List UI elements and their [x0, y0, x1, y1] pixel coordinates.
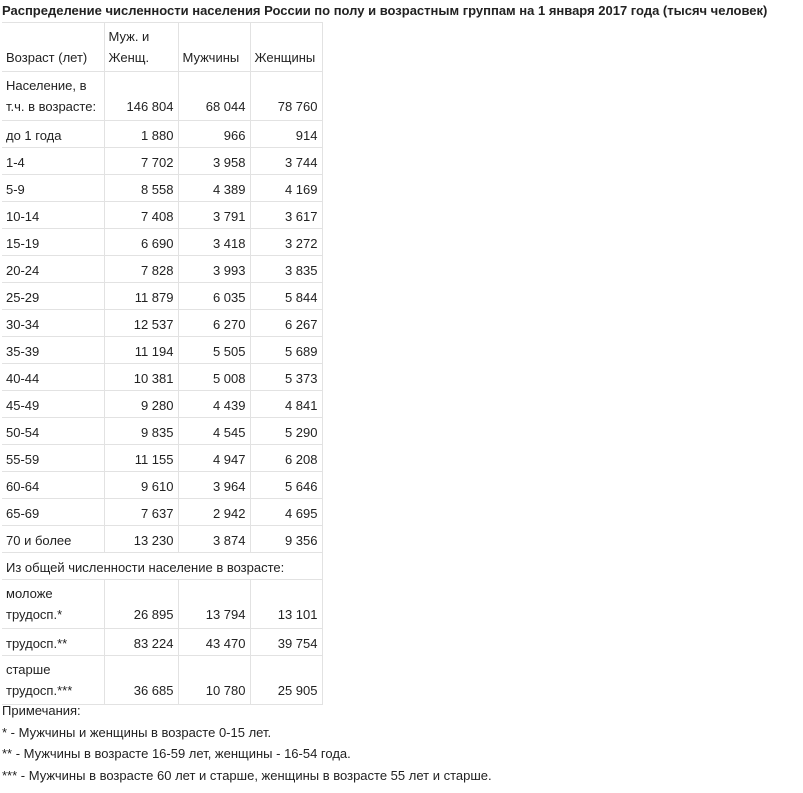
header-age: Возраст (лет): [2, 23, 104, 72]
row-age: 50-54: [2, 418, 104, 445]
working-women: 13 101: [250, 580, 322, 629]
row-both: 9 835: [104, 418, 178, 445]
row-both: 12 537: [104, 310, 178, 337]
table-row: [2, 364, 322, 391]
row-age: 55-59: [2, 445, 104, 472]
table-row: [2, 445, 322, 472]
row-women: 5 689: [250, 337, 322, 364]
row-both: 11 194: [104, 337, 178, 364]
row-age: 10-14: [2, 202, 104, 229]
row-men: 966: [178, 121, 250, 148]
row-age: 45-49: [2, 391, 104, 418]
row-age: 70 и более: [2, 526, 104, 553]
row-men: 4 947: [178, 445, 250, 472]
row-women: 5 646: [250, 472, 322, 499]
working-both: 83 224: [104, 629, 178, 656]
row-age: 65-69: [2, 499, 104, 526]
header-women: Женщины: [250, 23, 322, 72]
table-row: [2, 229, 322, 256]
row-men: 5 505: [178, 337, 250, 364]
row-men: 3 993: [178, 256, 250, 283]
row-age: 15-19: [2, 229, 104, 256]
row-both: 10 381: [104, 364, 178, 391]
row-both: 7 637: [104, 499, 178, 526]
working-both: 36 685: [104, 656, 178, 705]
row-age: 40-44: [2, 364, 104, 391]
notes-heading: Примечания:: [2, 703, 81, 718]
row-women: 6 208: [250, 445, 322, 472]
table-row: [2, 391, 322, 418]
row-men: 3 791: [178, 202, 250, 229]
header-men: Мужчины: [178, 23, 250, 72]
row-both: 7 702: [104, 148, 178, 175]
row-women: 3 744: [250, 148, 322, 175]
row-men: 3 874: [178, 526, 250, 553]
row-men: 5 008: [178, 364, 250, 391]
row-both: 7 408: [104, 202, 178, 229]
working-men: 13 794: [178, 580, 250, 629]
row-men: 6 035: [178, 283, 250, 310]
row-age: 60-64: [2, 472, 104, 499]
table-row: [2, 283, 322, 310]
row-both: 1 880: [104, 121, 178, 148]
row-men: 2 942: [178, 499, 250, 526]
total-label: Население, в т.ч. в возрасте:: [2, 72, 104, 121]
row-women: 4 841: [250, 391, 322, 418]
row-age: до 1 года: [2, 121, 104, 148]
working-women: 25 905: [250, 656, 322, 705]
working-label: старше трудосп.***: [2, 656, 104, 705]
working-men: 43 470: [178, 629, 250, 656]
row-both: 9 280: [104, 391, 178, 418]
table-row: [2, 310, 322, 337]
row-age: 20-24: [2, 256, 104, 283]
row-age: 30-34: [2, 310, 104, 337]
table-row: [2, 337, 322, 364]
row-age: 25-29: [2, 283, 104, 310]
row-women: 3 835: [250, 256, 322, 283]
row-women: 5 844: [250, 283, 322, 310]
row-men: 4 545: [178, 418, 250, 445]
table-row: [2, 526, 322, 553]
row-men: 4 389: [178, 175, 250, 202]
row-women: 6 267: [250, 310, 322, 337]
table-row: [2, 121, 322, 148]
population-table: [2, 22, 323, 705]
row-both: 6 690: [104, 229, 178, 256]
total-women: 78 760: [250, 72, 322, 121]
subheading-row: [2, 553, 322, 580]
total-row: [2, 72, 322, 121]
row-men: 6 270: [178, 310, 250, 337]
row-both: 11 879: [104, 283, 178, 310]
working-age-row: [2, 656, 322, 705]
row-both: 9 610: [104, 472, 178, 499]
row-men: 3 964: [178, 472, 250, 499]
table-row: [2, 175, 322, 202]
row-both: 8 558: [104, 175, 178, 202]
working-men: 10 780: [178, 656, 250, 705]
total-both: 146 804: [104, 72, 178, 121]
total-men: 68 044: [178, 72, 250, 121]
row-men: 4 439: [178, 391, 250, 418]
row-women: 4 169: [250, 175, 322, 202]
row-women: 5 373: [250, 364, 322, 391]
notes-section: [2, 700, 492, 786]
working-age-row: [2, 629, 322, 656]
row-men: 3 958: [178, 148, 250, 175]
working-women: 39 754: [250, 629, 322, 656]
row-men: 3 418: [178, 229, 250, 256]
table-row: [2, 418, 322, 445]
row-both: 7 828: [104, 256, 178, 283]
note-item: * - Мужчины и женщины в возрасте 0-15 лет.: [2, 724, 272, 740]
row-age: 35-39: [2, 337, 104, 364]
row-women: 9 356: [250, 526, 322, 553]
table-row: [2, 148, 322, 175]
note-item: ** - Мужчины в возрасте 16-59 лет, женщины - 16-54 года.: [2, 746, 351, 761]
row-women: 3 617: [250, 202, 322, 229]
table-body: [2, 23, 322, 705]
row-age: 1-4: [2, 148, 104, 175]
table-row: [2, 472, 322, 499]
table-row: [2, 499, 322, 526]
subheading: Из общей численности население в возрасте:: [2, 553, 322, 580]
page-title: Распределение численности населения России по полу и возрастным группам на 1 января 2017 года (тысяч человек): [2, 3, 768, 18]
row-both: 13 230: [104, 526, 178, 553]
row-women: 5 290: [250, 418, 322, 445]
row-women: 914: [250, 121, 322, 148]
header-both: Муж. и Женщ.: [104, 23, 178, 72]
row-women: 3 272: [250, 229, 322, 256]
header-row: [2, 23, 322, 72]
working-label: моложе трудосп.*: [2, 580, 104, 629]
note-item: *** - Мужчины в возрасте 60 лет и старше, женщины в возрасте 55 лет и старше.: [2, 767, 492, 783]
table-row: [2, 256, 322, 283]
working-both: 26 895: [104, 580, 178, 629]
working-label: трудосп.**: [2, 629, 104, 656]
row-both: 11 155: [104, 445, 178, 472]
row-age: 5-9: [2, 175, 104, 202]
working-age-row: [2, 580, 322, 629]
table-row: [2, 202, 322, 229]
row-women: 4 695: [250, 499, 322, 526]
